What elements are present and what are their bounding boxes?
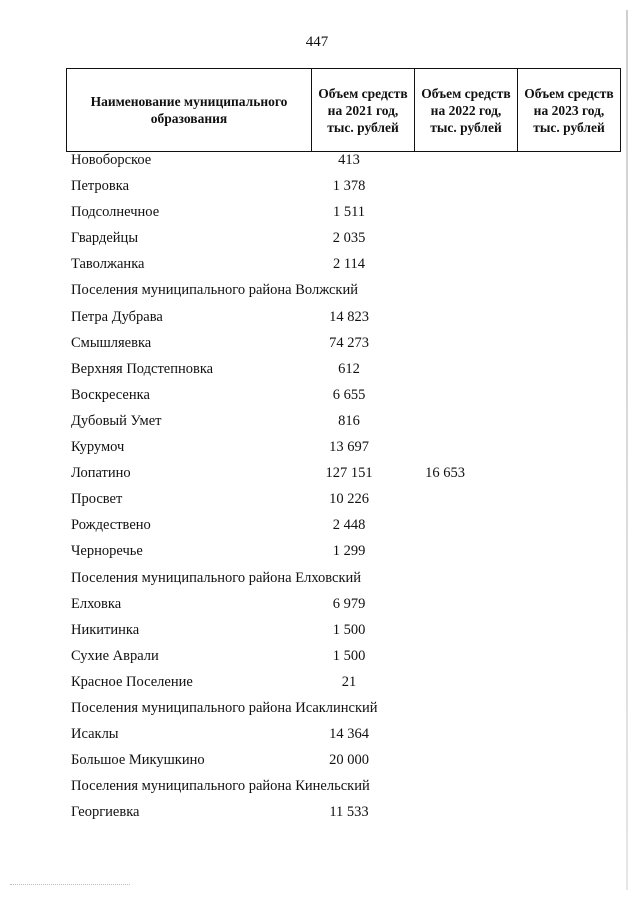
value-2021: 816 — [338, 412, 360, 429]
header-municipality: Наименование муниципального образования — [67, 69, 312, 152]
group-heading: Поселения муниципального района Исаклинский — [71, 699, 378, 716]
municipality-name: Курумоч — [71, 439, 125, 456]
municipality-name: Подсолнечное — [71, 204, 160, 221]
municipality-name: Воскресенка — [71, 386, 150, 403]
municipality-name: Елховка — [71, 595, 122, 612]
table-row — [0, 226, 634, 252]
table-row — [0, 305, 634, 331]
table-row — [0, 644, 634, 670]
table-row — [0, 148, 634, 174]
value-2021: 413 — [338, 152, 360, 168]
municipality-name: Верхняя Подстепновка — [71, 360, 214, 377]
value-2021: 11 533 — [329, 804, 369, 821]
municipality-name: Георгиевка — [71, 804, 140, 821]
value-2021: 1 378 — [332, 178, 366, 195]
value-2022: 16 653 — [425, 465, 465, 482]
value-2021: 6 655 — [332, 386, 366, 403]
group-heading-row — [0, 774, 634, 800]
table-row — [0, 331, 634, 357]
value-2021: 2 448 — [332, 517, 366, 534]
scan-artifact — [10, 884, 130, 889]
table-row — [0, 748, 634, 774]
municipality-name: Черноречье — [71, 543, 143, 560]
table-row — [0, 461, 634, 487]
table-row — [0, 513, 634, 539]
municipality-name: Дубовый Умет — [71, 412, 162, 429]
table-row — [0, 539, 634, 565]
municipality-name: Новоборское — [71, 152, 152, 168]
group-heading: Поселения муниципального района Волжский — [71, 282, 358, 299]
value-2021: 2 114 — [332, 256, 366, 273]
header-2021: Объем средств на 2021 год, тыс. рублей — [312, 69, 415, 152]
municipality-name: Просвет — [71, 491, 123, 508]
table-row — [0, 252, 634, 278]
value-2021: 21 — [341, 673, 357, 690]
page-number: 447 — [305, 34, 329, 50]
table-row — [0, 409, 634, 435]
value-2021: 10 226 — [329, 491, 369, 508]
table-row — [0, 618, 634, 644]
value-2021: 1 500 — [332, 621, 366, 638]
value-2021: 1 299 — [332, 543, 366, 560]
municipality-name: Сухие Аврали — [71, 647, 159, 664]
scan-edge — [626, 10, 628, 890]
group-heading-row — [0, 278, 634, 304]
table-row — [0, 487, 634, 513]
value-2021: 20 000 — [329, 752, 369, 769]
municipality-name: Исаклы — [71, 726, 119, 743]
table-row — [0, 800, 634, 826]
value-2021: 612 — [338, 360, 360, 377]
municipality-name: Рождествено — [71, 517, 151, 534]
table-body — [0, 148, 634, 826]
table-row — [0, 174, 634, 200]
value-2021: 14 823 — [329, 308, 369, 325]
group-heading-row — [0, 566, 634, 592]
municipality-name: Петра Дубрава — [71, 308, 163, 325]
header-2023: Объем средств на 2023 год, тыс. рублей — [518, 69, 621, 152]
table-row — [0, 592, 634, 618]
value-2021: 127 151 — [325, 465, 373, 482]
municipality-name: Таволжанка — [71, 256, 145, 273]
value-2021: 2 035 — [332, 230, 366, 247]
value-2021: 1 511 — [332, 204, 366, 221]
table-row — [0, 383, 634, 409]
municipality-name: Смышляевка — [71, 334, 152, 351]
value-2021: 14 364 — [329, 726, 369, 743]
value-2021: 6 979 — [332, 595, 366, 612]
table-row — [0, 722, 634, 748]
municipality-name: Лопатино — [71, 465, 131, 482]
value-2021: 74 273 — [329, 334, 369, 351]
group-heading: Поселения муниципального района Елховский — [71, 569, 362, 586]
table-row — [0, 670, 634, 696]
group-heading: Поселения муниципального района Кинельский — [71, 778, 370, 795]
header-2022: Объем средств на 2022 год, тыс. рублей — [415, 69, 518, 152]
municipality-name: Никитинка — [71, 621, 140, 638]
municipality-name: Большое Микушкино — [71, 752, 205, 769]
municipality-name: Красное Поселение — [71, 673, 193, 690]
table-row — [0, 357, 634, 383]
value-2021: 13 697 — [329, 439, 369, 456]
table-row — [0, 200, 634, 226]
municipality-name: Петровка — [71, 178, 130, 195]
group-heading-row — [0, 696, 634, 722]
table-row — [0, 435, 634, 461]
value-2021: 1 500 — [332, 647, 366, 664]
municipality-name: Гвардейцы — [71, 230, 139, 247]
table-header — [66, 68, 621, 152]
